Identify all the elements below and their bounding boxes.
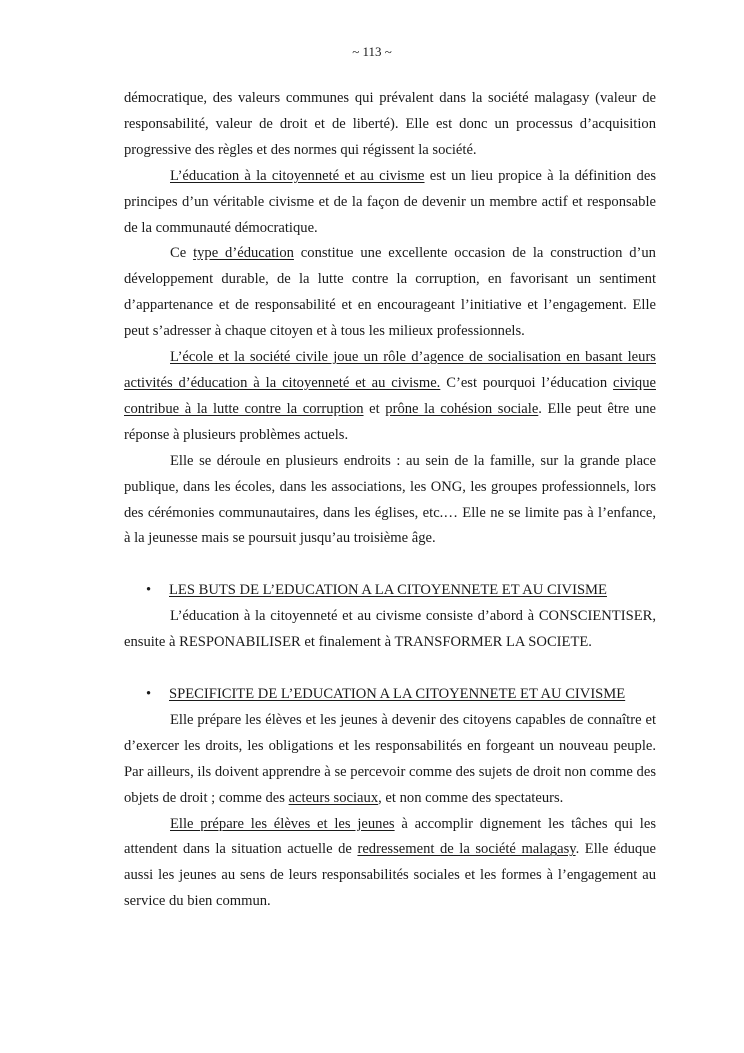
section-heading-buts — [124, 578, 656, 604]
paragraph-2 — [124, 164, 656, 242]
paragraph-text: démocratique, des valeurs communes qui prévalent dans la société malagasy (valeur de responsabilité, valeur de droit et de liberté). Elle est donc un processus d’acquisition progressive des règles et des normes qui régissent la société. — [124, 90, 656, 158]
bullet-icon: • — [146, 686, 152, 703]
paragraph-text: , et non comme des spectateurs. — [378, 789, 564, 806]
paragraph-text: . Elle éduque aussi les jeunes au sens de leurs responsabilités sociales et les formes à l’engagement au service du bien commun. — [124, 841, 656, 910]
bullet-icon: • — [146, 582, 152, 599]
section-heading-text: LES BUTS DE L’EDUCATION A LA CITOYENNETE ET AU CIVISME — [169, 582, 607, 599]
paragraph-text: L’éducation à la citoyenneté et au civisme consiste d’abord à CONSCIENTISER, ensuite à RESPONABILISER et finalement à TRANSFORMER LA SOCIETE. — [124, 608, 656, 651]
spacer — [124, 656, 656, 682]
underlined-phrase: L’éducation à la citoyenneté et au civisme — [170, 167, 425, 184]
paragraph-1 — [124, 86, 656, 164]
underlined-phrase: redressement de la société malagasy — [357, 841, 576, 858]
underlined-phrase: prône la cohésion sociale — [385, 400, 539, 417]
section-2-paragraph-2 — [124, 812, 656, 916]
paragraph-5 — [124, 449, 656, 553]
paragraph-text: à accomplir dignement les tâches qui les attendent dans la situation actuelle de — [124, 815, 657, 858]
section-2-paragraph-1 — [124, 708, 656, 812]
spacer — [124, 552, 656, 578]
underlined-phrase: civique contribue à la lutte contre la corruption — [124, 374, 656, 417]
section-heading-specificite — [124, 682, 656, 708]
page-content — [124, 86, 656, 915]
underlined-phrase: type d’éducation — [193, 245, 294, 262]
paragraph-text: Elle se déroule en plusieurs endroits : au sein de la famille, sur la grande place publique, dans les écoles, dans les associations, les ONG, les groupes professionnels, lors des cérémonies communautaires, dans les églises, etc.… Elle ne se limite pas à l’enfance, à la jeunesse mais se poursuit jusqu’au troisième âge. — [124, 452, 656, 547]
paragraph-text: . Elle peut être une réponse à plusieurs problèmes actuels. — [124, 400, 656, 443]
paragraph-text: C’est pourquoi l’éducation — [440, 374, 614, 391]
paragraph-text: Elle prépare les élèves et les jeunes à devenir des citoyens capables de connaître et d’exercer les droits, les obligations et les responsabilités en forgeant un nouveau peuple. Par ailleurs, ils doivent apprendre à se percevoir comme des sujets de droit non comme des objets de droit ; comme des — [124, 711, 656, 806]
page-number: ~ 113 ~ — [352, 44, 392, 59]
underlined-phrase: L’école et la société civile joue un rôle d’agence de socialisation en basant leurs activités d’éducation à la citoyenneté et au civisme. — [124, 349, 656, 391]
paragraph-4 — [124, 345, 656, 449]
section-1-paragraph — [124, 604, 656, 656]
paragraph-text: et — [363, 400, 386, 417]
paragraph-text: Ce — [170, 245, 194, 262]
underlined-phrase: acteurs sociaux — [288, 789, 379, 806]
paragraph-3 — [124, 241, 656, 345]
underlined-phrase: Elle prépare les élèves et les jeunes — [170, 815, 395, 832]
paragraph-text: constitue une excellente occasion de la construction d’un développement durable, de la lutte contre la corruption, en favorisant un sentiment d’appartenance et de responsabilité et en encourageant l’initiative et l’engagement. Elle peut s’adresser à chaque citoyen et à tous les milieux professionnels. — [124, 245, 656, 340]
section-heading-text: SPECIFICITE DE L’EDUCATION A LA CITOYENNETE ET AU CIVISME — [169, 686, 626, 703]
paragraph-text: est un lieu propice à la définition des principes d’un véritable civisme et de la façon de devenir un membre actif et responsable de la communauté démocratique. — [124, 167, 657, 236]
